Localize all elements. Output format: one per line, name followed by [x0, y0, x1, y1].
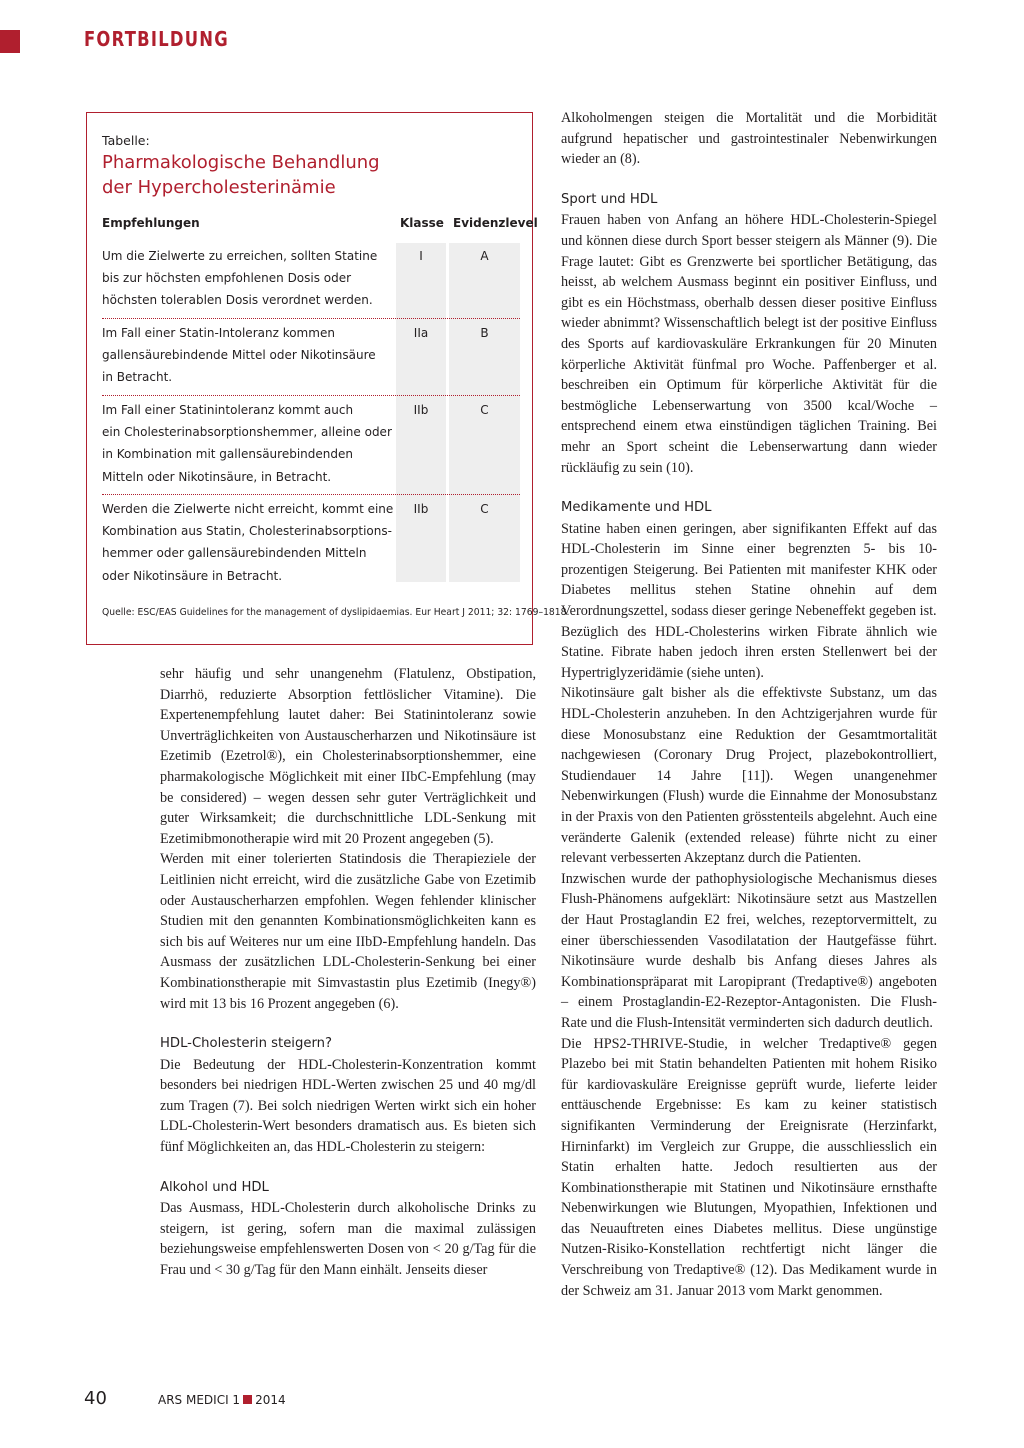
left-text-column	[160, 664, 536, 1281]
recommendation-line: höchsten tolerablen Dosis verordnet werden.	[102, 293, 373, 308]
row-divider	[102, 318, 520, 319]
table-row	[102, 322, 522, 389]
recommendation-line: in Kombination mit gallensäurebindenden	[102, 447, 353, 462]
klasse-value: IIb	[413, 403, 429, 417]
footer-separator-square	[243, 1395, 252, 1404]
recommendation-text	[102, 498, 397, 587]
body-paragraph: Die Bedeutung der HDL-Cholesterin-Konzentration kommt besonders bei niedrigen HDL-Werten zwischen 25 und 40 mg/dl zum Tragen (7). Bei solch niedrigen Werten wirkt sich ein hoher LDL-Cholesterin-Wert besonders dramatisch aus. Es bieten sich fünf Möglichkeiten an, das HDL-Cholesterin zu steigern:	[160, 1056, 536, 1156]
section-accent-marker	[0, 30, 20, 53]
body-paragraph: Inzwischen wurde der pathophysiologische Mechanismus dieses Flush-Phänomens aufgeklärt: Nikotinsäure setzt aus Mastzellen der Haut Prostaglandin E2 frei, welches, rezeptorvermittelt, zu einer überschiessenden Vasodilatation der Hautgefässe führt. Nikotinsäure wurde deshalb bis Anfang dieses Jahres als Kombinationspräparat mit Laropiprant (Tredaptive®) angeboten – einem Prostaglandin-E2-Rezeptor-Antagonisten. Die Flush-Rate und die Flush-Intensität verminderten sich dadurch deutlich.	[561, 870, 937, 1031]
body-paragraph: Nikotinsäure galt bisher als die effektivste Substanz, um das HDL-Cholesterin anzuheben. In den Achtzigerjahren wurde für diese Monosubstanz eine Reduktion der Gesamtmortalität nachgewiesen (Coronary Drug Project, plazebokontrolliert, Studiendauer 14 Jahre [11]). Wegen unangenehmer Nebenwirkungen (Flush) wurde die Einnahme der Monosubstanz in der Praxis von den Patienten grösstenteils abgelehnt. Auch eine veränderte Galenik (extended release) führte nicht zu einer relevant verbesserten Akzeptanz durch die Patienten.	[561, 685, 937, 867]
body-paragraph: Das Ausmass, HDL-Cholesterin durch alkoholische Drinks zu steigern, ist gering, sofern man die maximal zulässigen beziehungsweise empfehlenswerten Dosen von < 20 g/Tag für die Frau und < 30 g/Tag für den Mann einhält. Jenseits dieser	[160, 1200, 536, 1279]
table-row	[102, 245, 522, 312]
table-row	[102, 399, 522, 488]
klasse-value: IIb	[413, 502, 429, 516]
table-title-line: der Hypercholesterinämie	[102, 177, 336, 198]
journal-year: 2014	[255, 1393, 286, 1407]
column-header-klasse: Klasse	[400, 216, 444, 230]
table-title-line: Pharmakologische Behandlung	[102, 152, 380, 173]
recommendation-text	[102, 245, 397, 312]
journal-name: ARS MEDICI 1	[158, 1393, 241, 1407]
recommendation-table-box	[86, 112, 570, 645]
table-row	[102, 498, 522, 587]
section-heading: Medikamente und HDL	[561, 500, 712, 516]
evidenz-value: C	[480, 502, 489, 516]
recommendation-line: oder Nikotinsäure in Betracht.	[102, 568, 283, 583]
right-text-column	[561, 108, 937, 1301]
evidenz-value: C	[480, 403, 489, 417]
recommendation-text	[102, 322, 397, 389]
column-header-evidenzlevel: Evidenzlevel	[453, 216, 538, 230]
recommendation-line: in Betracht.	[102, 370, 173, 385]
page-number: 40	[84, 1388, 107, 1409]
section-heading: HDL-Cholesterin steigern?	[160, 1036, 332, 1052]
klasse-value: I	[419, 249, 423, 263]
recommendation-line: Kombination aus Statin, Cholesterinabsorptions-	[102, 524, 392, 539]
recommendation-line: Um die Zielwerte zu erreichen, sollten Statine	[102, 249, 378, 263]
recommendation-line: bis zur höchsten empfohlenen Dosis oder	[102, 271, 352, 286]
evidenz-value: B	[480, 326, 489, 340]
row-divider	[102, 395, 520, 396]
body-paragraph: Werden mit einer tolerierten Statindosis die Therapieziele der Leitlinien nicht erreicht, wird die zusätzliche Gabe von Ezetimib oder Austauscherharzen empfohlen. Wegen fehlender klinischer Studien mit den genannten Kombinationsmöglichkeiten kann es sich bis auf Weiteres nur um eine IIbD-Empfehlung handeln. Das Ausmass der zusätzlichen LDL-Cholesterin-Senkung bei einer Kombinationstherapie mit Simvastastin plus Ezetimib (Inegy®) wird mit 13 bis 16 Prozent angegeben (6).	[160, 851, 536, 1012]
body-paragraph: Statine haben einen geringen, aber signifikanten Effekt auf das HDL-Cholesterin im Sinne einer begrenzten 5- bis 10-prozentigen Steigerung. Bei Patienten mit manifester KHK oder Diabetes mellitus stehen Statine ohnehin auf dem Verordnungszettel, sodass dieser geringe Nebeneffekt gegeben ist.	[561, 520, 937, 620]
body-paragraph: Die HPS2-THRIVE-Studie, in welcher Tredaptive® gegen Plazebo bei mit Statin behandelten Patienten mit hohem Risiko für kardiovaskuläre Ereignisse geprüft wurde, lieferte leider enttäuschende Ergebnisse: Es kam zu keiner statistisch signifikanten Verminderung der Ereignisrate (Herzinfarkt, Hirninfarkt) im Vergleich zur Gruppe, die ausschliesslich ein Statin erhalten hatte. Jedoch resultierten aus der Kombinationstherapie mit Statinen und Nikotinsäure ernsthafte Nebenwirkungen wie Blutungen, Myopathien, Infektionen und das Neuauftreten eines Diabetes mellitus. Diese ungünstige Nutzen-Risiko-Konstellation rechtfertigt nicht länger die Verschreibung von Tredaptive® (12). Das Medikament wurde in der Schweiz am 31. Januar 2013 vom Markt genommen.	[561, 1035, 937, 1299]
recommendation-line: Im Fall einer Statin-Intoleranz kommen	[102, 326, 335, 340]
recommendation-line: Werden die Zielwerte nicht erreicht, kommt eine	[102, 502, 394, 516]
section-label: FORTBILDUNG	[84, 27, 229, 51]
recommendation-line: Mitteln oder Nikotinsäure, in Betracht.	[102, 469, 332, 484]
table-source-note: Quelle: ESC/EAS Guidelines for the management of dyslipidaemias. Eur Heart J 2011; 32: 1769–1818.	[102, 607, 570, 618]
row-divider	[102, 494, 520, 495]
evidenz-value: A	[480, 249, 489, 263]
recommendation-line: gallensäurebindende Mittel oder Nikotinsäure	[102, 348, 376, 363]
section-heading: Sport und HDL	[561, 191, 658, 207]
recommendation-text	[102, 399, 397, 488]
section-heading: Alkohol und HDL	[160, 1179, 269, 1195]
table-kicker: Tabelle:	[102, 133, 150, 148]
body-paragraph: Bezüglich des HDL-Cholesterins wirken Fibrate ähnlich wie Statine. Fibrate haben jedoch ihren ersten Stellenwert bei der Hypertriglyzeridämie (siehe unten).	[561, 623, 937, 681]
column-header-empfehlungen: Empfehlungen	[102, 216, 200, 230]
table-title	[102, 150, 482, 200]
recommendation-line: hemmer oder gallensäurebindenden Mitteln	[102, 546, 367, 561]
recommendation-line: Im Fall einer Statinintoleranz kommt auch	[102, 403, 354, 417]
body-paragraph: Alkoholmengen steigen die Mortalität und die Morbidität aufgrund hepatischer und gastrointestinaler Nebenwirkungen wieder an (8).	[561, 110, 937, 168]
recommendation-line: ein Cholesterinabsorptionshemmer, alleine oder	[102, 425, 392, 440]
klasse-value: IIa	[413, 326, 429, 340]
journal-footer	[158, 1393, 286, 1407]
body-paragraph: sehr häufig und sehr unangenehm (Flatulenz, Obstipation, Diarrhö, reduzierte Absorption fettlöslicher Vitamine). Die Expertenempfehlung lautet daher: Bei Statinintoleranz sowie Unverträglichkeiten von Austauscherharzen und Nikotinsäure ist Ezetimib (Ezetrol®), ein Cholesterinabsorptionshemmer, eine pharmakologische Möglichkeit mit einer IIbC-Empfehlung (may be considered) – wegen dessen sehr guter Verträglichkeit und guter Wirksamkeit; die durchschnittliche LDL-Senkung mit Ezetimibmonotherapie wird mit 20 Prozent angegeben (5).	[160, 666, 536, 847]
body-paragraph: Frauen haben von Anfang an höhere HDL-Cholesterin-Spiegel und können diese durch Sport besser steigern als Männer (9). Die Frage lautet: Gibt es Grenzwerte bei sportlicher Betätigung, das heisst, ab welchem Ausmass beginnt ein positiver Einfluss, und gibt es ein Höchstmass, oberhalb dessen dieser positive Einfluss wieder abnimmt? Wissenschaftlich belegt ist der positive Einfluss des Sports auf kardiovaskuläre Erkrankungen für 20 Minuten körperliche Aktivität fünfmal pro Woche. Paffenberger et al. beschreiben ein Optimum für körperliche Aktivität für die bestmögliche Lebenserwartung von 3500 kcal/Woche – entsprechend einem etwa einstündigen täglichen Training. Bei mehr an Sport scheint die Lebenserwartung dann wieder rückläufig zu sein (10).	[561, 212, 937, 476]
